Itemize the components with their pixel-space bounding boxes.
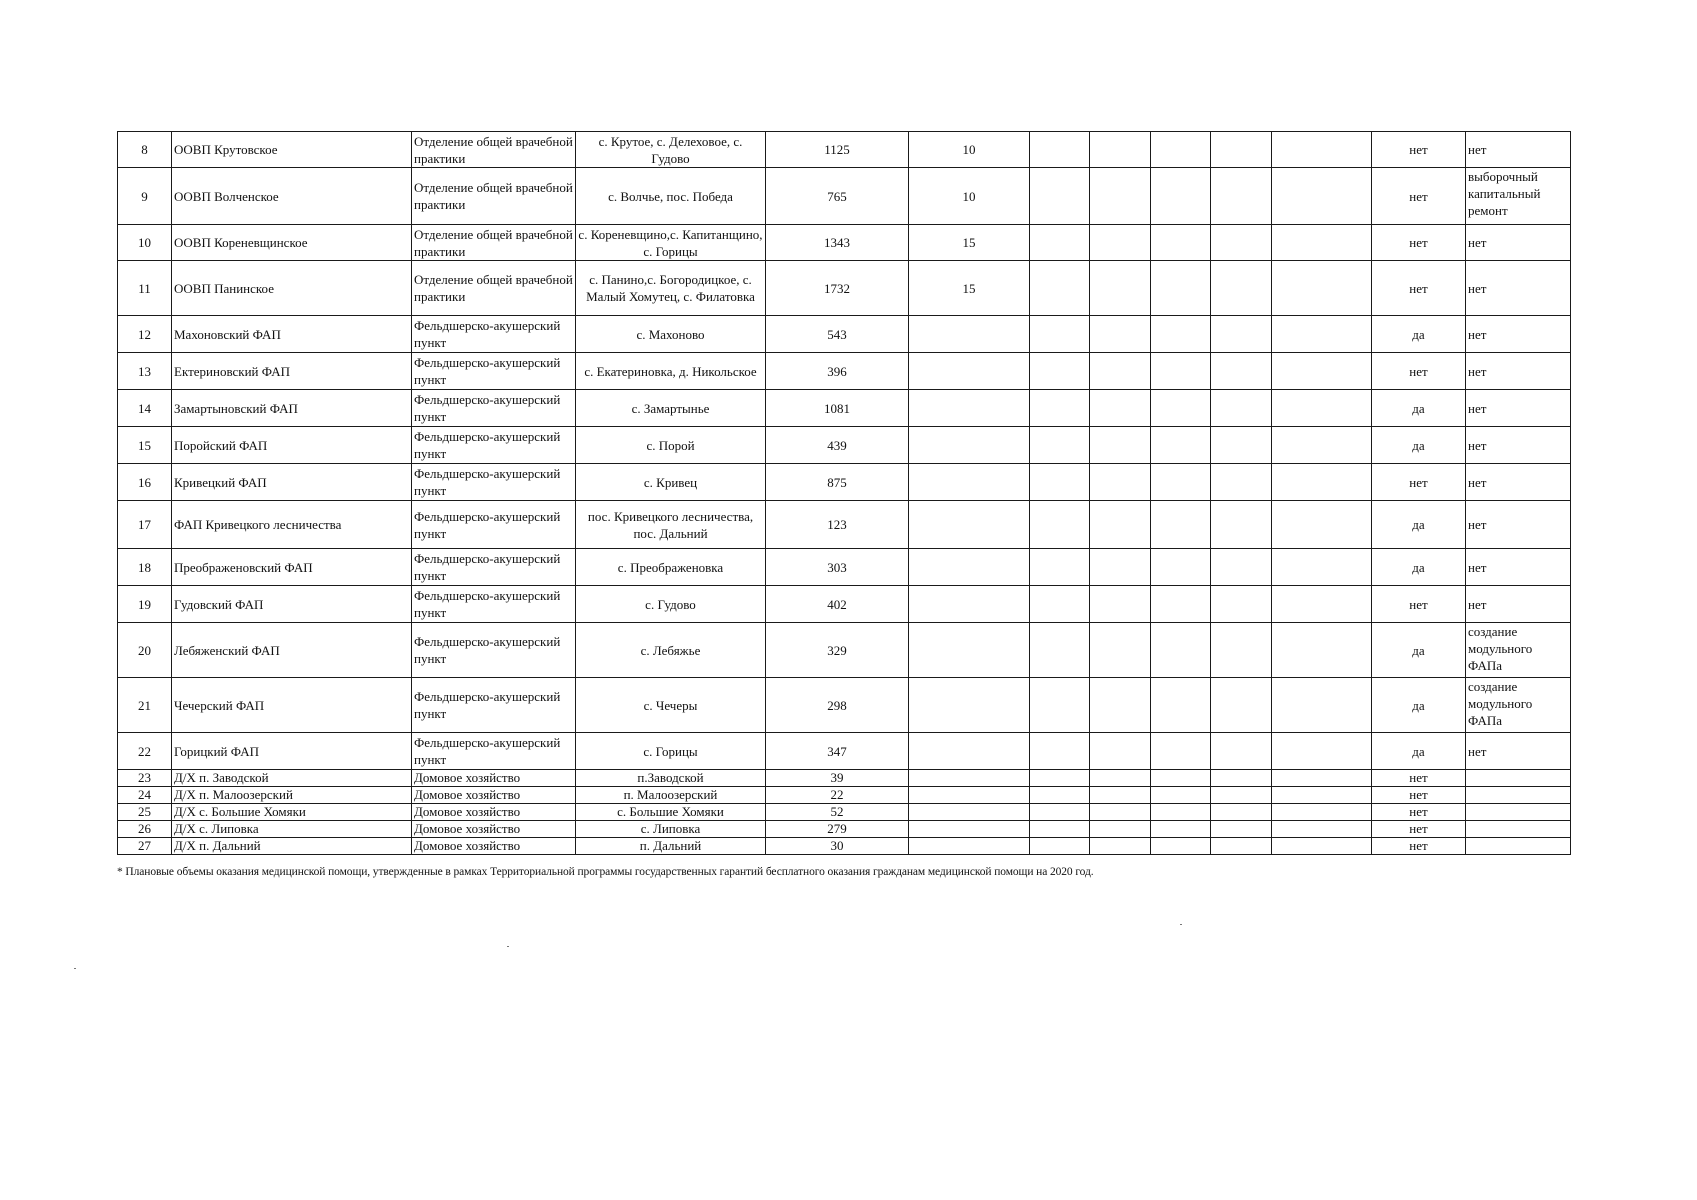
table-row (118, 733, 1571, 770)
empty-cell (1090, 316, 1151, 353)
empty-cell (1030, 464, 1090, 501)
value-cell: 10 (909, 168, 1030, 225)
value-cell: 15 (909, 225, 1030, 261)
empty-cell (1030, 132, 1090, 168)
empty-cell (1272, 586, 1372, 623)
population-cell: 1732 (766, 261, 909, 316)
value-cell (909, 787, 1030, 804)
table-row (118, 390, 1571, 427)
facility-type-cell: Фельдшерско-акушерский пункт (412, 501, 576, 549)
facility-name-cell: Замартыновский ФАП (172, 390, 412, 427)
empty-cell (1030, 390, 1090, 427)
empty-cell (1090, 586, 1151, 623)
facility-type-cell: Фельдшерско-акушерский пункт (412, 353, 576, 390)
row-number-cell: 20 (118, 623, 172, 678)
empty-cell (1030, 733, 1090, 770)
served-area-cell: с. Екатериновка, д. Никольское (576, 353, 766, 390)
empty-cell (1090, 427, 1151, 464)
plan-cell (1466, 770, 1571, 787)
facility-type-cell: Фельдшерско-акушерский пункт (412, 316, 576, 353)
empty-cell (1211, 678, 1272, 733)
empty-cell (1211, 390, 1272, 427)
empty-cell (1272, 390, 1372, 427)
empty-cell (1151, 390, 1211, 427)
facility-name-cell: Ектериновский ФАП (172, 353, 412, 390)
status-cell: да (1372, 623, 1466, 678)
population-cell: 303 (766, 549, 909, 586)
empty-cell (1211, 353, 1272, 390)
empty-cell (1090, 770, 1151, 787)
empty-cell (1090, 353, 1151, 390)
empty-cell (1030, 225, 1090, 261)
empty-cell (1030, 804, 1090, 821)
empty-cell (1151, 821, 1211, 838)
served-area-cell: п. Малоозерский (576, 787, 766, 804)
served-area-cell: с. Горицы (576, 733, 766, 770)
facility-type-cell: Домовое хозяйство (412, 770, 576, 787)
empty-cell (1090, 464, 1151, 501)
table-row (118, 427, 1571, 464)
value-cell (909, 427, 1030, 464)
row-number-cell: 14 (118, 390, 172, 427)
served-area-cell: пос. Кривецкого лесничества, пос. Дальний (576, 501, 766, 549)
empty-cell (1272, 316, 1372, 353)
facility-name-cell: Кривецкий ФАП (172, 464, 412, 501)
row-number-cell: 24 (118, 787, 172, 804)
empty-cell (1030, 316, 1090, 353)
empty-cell (1272, 464, 1372, 501)
facility-type-cell: Отделение общей врачебной практики (412, 225, 576, 261)
value-cell (909, 390, 1030, 427)
facility-name-cell: Д/Х п. Заводской (172, 770, 412, 787)
served-area-cell: с. Крутое, с. Делеховое, с. Гудово (576, 132, 766, 168)
empty-cell (1211, 787, 1272, 804)
row-number-cell: 11 (118, 261, 172, 316)
facility-type-cell: Фельдшерско-акушерский пункт (412, 549, 576, 586)
empty-cell (1151, 623, 1211, 678)
empty-cell (1272, 261, 1372, 316)
table-body (118, 132, 1571, 855)
empty-cell (1272, 168, 1372, 225)
facility-name-cell: Д/Х п. Малоозерский (172, 787, 412, 804)
table-row (118, 678, 1571, 733)
empty-cell (1151, 549, 1211, 586)
empty-cell (1030, 549, 1090, 586)
value-cell (909, 838, 1030, 855)
empty-cell (1090, 501, 1151, 549)
status-cell: нет (1372, 586, 1466, 623)
facility-name-cell: Преображеновский ФАП (172, 549, 412, 586)
empty-cell (1151, 838, 1211, 855)
status-cell: нет (1372, 225, 1466, 261)
facility-type-cell: Домовое хозяйство (412, 838, 576, 855)
empty-cell (1090, 390, 1151, 427)
scan-speck (507, 946, 509, 947)
empty-cell (1211, 427, 1272, 464)
row-number-cell: 19 (118, 586, 172, 623)
table-row (118, 821, 1571, 838)
plan-cell: нет (1466, 549, 1571, 586)
plan-cell (1466, 804, 1571, 821)
facility-type-cell: Домовое хозяйство (412, 787, 576, 804)
population-cell: 279 (766, 821, 909, 838)
row-number-cell: 15 (118, 427, 172, 464)
facility-type-cell: Фельдшерско-акушерский пункт (412, 427, 576, 464)
value-cell (909, 586, 1030, 623)
population-cell: 347 (766, 733, 909, 770)
value-cell (909, 316, 1030, 353)
empty-cell (1090, 821, 1151, 838)
served-area-cell: с. Махоново (576, 316, 766, 353)
row-number-cell: 25 (118, 804, 172, 821)
table-row (118, 353, 1571, 390)
empty-cell (1151, 770, 1211, 787)
population-cell: 1081 (766, 390, 909, 427)
facility-name-cell: Поройский ФАП (172, 427, 412, 464)
population-cell: 52 (766, 804, 909, 821)
served-area-cell: п.Заводской (576, 770, 766, 787)
plan-cell: создание модульного ФАПа (1466, 623, 1571, 678)
empty-cell (1030, 770, 1090, 787)
served-area-cell: с. Большие Хомяки (576, 804, 766, 821)
empty-cell (1151, 316, 1211, 353)
table-row (118, 787, 1571, 804)
served-area-cell: с. Чечеры (576, 678, 766, 733)
empty-cell (1151, 427, 1211, 464)
plan-cell: нет (1466, 225, 1571, 261)
value-cell (909, 464, 1030, 501)
value-cell (909, 678, 1030, 733)
facilities-table (117, 131, 1571, 855)
empty-cell (1272, 838, 1372, 855)
status-cell: да (1372, 501, 1466, 549)
population-cell: 765 (766, 168, 909, 225)
plan-cell: нет (1466, 261, 1571, 316)
facility-name-cell: Горицкий ФАП (172, 733, 412, 770)
empty-cell (1151, 501, 1211, 549)
row-number-cell: 27 (118, 838, 172, 855)
row-number-cell: 18 (118, 549, 172, 586)
row-number-cell: 26 (118, 821, 172, 838)
facility-name-cell: Лебяженский ФАП (172, 623, 412, 678)
empty-cell (1272, 821, 1372, 838)
empty-cell (1211, 132, 1272, 168)
empty-cell (1211, 733, 1272, 770)
population-cell: 22 (766, 787, 909, 804)
facility-name-cell: Гудовский ФАП (172, 586, 412, 623)
plan-cell: нет (1466, 316, 1571, 353)
served-area-cell: с. Замартынье (576, 390, 766, 427)
row-number-cell: 12 (118, 316, 172, 353)
empty-cell (1211, 821, 1272, 838)
empty-cell (1090, 261, 1151, 316)
status-cell: да (1372, 427, 1466, 464)
empty-cell (1151, 464, 1211, 501)
empty-cell (1211, 586, 1272, 623)
plan-cell: нет (1466, 427, 1571, 464)
served-area-cell: с. Липовка (576, 821, 766, 838)
empty-cell (1272, 549, 1372, 586)
empty-cell (1151, 168, 1211, 225)
facility-type-cell: Фельдшерско-акушерский пункт (412, 733, 576, 770)
empty-cell (1272, 132, 1372, 168)
row-number-cell: 17 (118, 501, 172, 549)
scan-speck (74, 968, 76, 969)
plan-cell (1466, 821, 1571, 838)
facility-type-cell: Домовое хозяйство (412, 804, 576, 821)
value-cell (909, 821, 1030, 838)
empty-cell (1030, 678, 1090, 733)
empty-cell (1030, 427, 1090, 464)
row-number-cell: 22 (118, 733, 172, 770)
row-number-cell: 8 (118, 132, 172, 168)
empty-cell (1090, 804, 1151, 821)
table-row (118, 838, 1571, 855)
facility-name-cell: Д/Х с. Большие Хомяки (172, 804, 412, 821)
scan-speck (1180, 924, 1182, 925)
plan-cell (1466, 838, 1571, 855)
plan-cell: нет (1466, 464, 1571, 501)
row-number-cell: 13 (118, 353, 172, 390)
population-cell: 298 (766, 678, 909, 733)
served-area-cell: с. Кореневщино,с. Капитанщино, с. Горицы (576, 225, 766, 261)
value-cell: 10 (909, 132, 1030, 168)
table-row (118, 804, 1571, 821)
status-cell: нет (1372, 261, 1466, 316)
status-cell: нет (1372, 464, 1466, 501)
empty-cell (1151, 586, 1211, 623)
status-cell: да (1372, 678, 1466, 733)
plan-cell: создание модульного ФАПа (1466, 678, 1571, 733)
facility-type-cell: Фельдшерско-акушерский пункт (412, 586, 576, 623)
empty-cell (1151, 225, 1211, 261)
facility-type-cell: Отделение общей врачебной практики (412, 168, 576, 225)
plan-cell (1466, 787, 1571, 804)
empty-cell (1211, 464, 1272, 501)
empty-cell (1272, 733, 1372, 770)
row-number-cell: 16 (118, 464, 172, 501)
value-cell (909, 353, 1030, 390)
empty-cell (1211, 549, 1272, 586)
empty-cell (1151, 804, 1211, 821)
empty-cell (1151, 678, 1211, 733)
empty-cell (1211, 261, 1272, 316)
empty-cell (1151, 261, 1211, 316)
table-row (118, 132, 1571, 168)
empty-cell (1211, 770, 1272, 787)
plan-cell: выборочный капитальный ремонт (1466, 168, 1571, 225)
served-area-cell: с. Волчье, пос. Победа (576, 168, 766, 225)
population-cell: 39 (766, 770, 909, 787)
table-row (118, 225, 1571, 261)
empty-cell (1030, 623, 1090, 678)
served-area-cell: с. Преображеновка (576, 549, 766, 586)
value-cell (909, 804, 1030, 821)
empty-cell (1272, 225, 1372, 261)
plan-cell: нет (1466, 586, 1571, 623)
population-cell: 402 (766, 586, 909, 623)
facility-type-cell: Фельдшерско-акушерский пункт (412, 390, 576, 427)
table-row (118, 168, 1571, 225)
empty-cell (1030, 586, 1090, 623)
status-cell: нет (1372, 821, 1466, 838)
empty-cell (1151, 733, 1211, 770)
empty-cell (1090, 787, 1151, 804)
status-cell: нет (1372, 132, 1466, 168)
facility-name-cell: Д/Х п. Дальний (172, 838, 412, 855)
table-row (118, 586, 1571, 623)
facility-name-cell: ООВП Панинское (172, 261, 412, 316)
empty-cell (1151, 132, 1211, 168)
served-area-cell: с. Кривец (576, 464, 766, 501)
empty-cell (1090, 733, 1151, 770)
value-cell (909, 549, 1030, 586)
empty-cell (1030, 787, 1090, 804)
served-area-cell: п. Дальний (576, 838, 766, 855)
plan-cell: нет (1466, 501, 1571, 549)
status-cell: да (1372, 316, 1466, 353)
population-cell: 30 (766, 838, 909, 855)
empty-cell (1272, 353, 1372, 390)
table-row (118, 501, 1571, 549)
table-row (118, 464, 1571, 501)
population-cell: 329 (766, 623, 909, 678)
empty-cell (1211, 225, 1272, 261)
facility-type-cell: Отделение общей врачебной практики (412, 261, 576, 316)
population-cell: 543 (766, 316, 909, 353)
plan-cell: нет (1466, 733, 1571, 770)
empty-cell (1030, 261, 1090, 316)
population-cell: 439 (766, 427, 909, 464)
empty-cell (1030, 838, 1090, 855)
status-cell: нет (1372, 168, 1466, 225)
status-cell: нет (1372, 787, 1466, 804)
facility-name-cell: Чечерский ФАП (172, 678, 412, 733)
empty-cell (1211, 501, 1272, 549)
population-cell: 123 (766, 501, 909, 549)
empty-cell (1272, 623, 1372, 678)
population-cell: 875 (766, 464, 909, 501)
empty-cell (1272, 804, 1372, 821)
empty-cell (1090, 678, 1151, 733)
row-number-cell: 10 (118, 225, 172, 261)
empty-cell (1272, 501, 1372, 549)
status-cell: нет (1372, 770, 1466, 787)
empty-cell (1211, 804, 1272, 821)
value-cell (909, 501, 1030, 549)
facility-name-cell: ФАП Кривецкого лесничества (172, 501, 412, 549)
facility-name-cell: ООВП Крутовское (172, 132, 412, 168)
empty-cell (1090, 132, 1151, 168)
empty-cell (1272, 770, 1372, 787)
status-cell: да (1372, 549, 1466, 586)
empty-cell (1272, 787, 1372, 804)
empty-cell (1090, 549, 1151, 586)
status-cell: нет (1372, 804, 1466, 821)
empty-cell (1090, 225, 1151, 261)
table-row (118, 623, 1571, 678)
value-cell: 15 (909, 261, 1030, 316)
facility-name-cell: Махоновский ФАП (172, 316, 412, 353)
table-row (118, 316, 1571, 353)
empty-cell (1272, 678, 1372, 733)
empty-cell (1211, 316, 1272, 353)
data-table-sheet (117, 131, 1571, 855)
empty-cell (1030, 168, 1090, 225)
plan-cell: нет (1466, 353, 1571, 390)
value-cell (909, 770, 1030, 787)
empty-cell (1090, 838, 1151, 855)
row-number-cell: 21 (118, 678, 172, 733)
population-cell: 1343 (766, 225, 909, 261)
row-number-cell: 23 (118, 770, 172, 787)
empty-cell (1030, 353, 1090, 390)
served-area-cell: с. Панино,с. Богородицкое, с. Малый Хомутец, с. Филатовка (576, 261, 766, 316)
empty-cell (1151, 353, 1211, 390)
facility-name-cell: Д/Х с. Липовка (172, 821, 412, 838)
population-cell: 396 (766, 353, 909, 390)
empty-cell (1030, 821, 1090, 838)
table-row (118, 549, 1571, 586)
served-area-cell: с. Порой (576, 427, 766, 464)
served-area-cell: с. Лебяжье (576, 623, 766, 678)
status-cell: нет (1372, 838, 1466, 855)
empty-cell (1211, 838, 1272, 855)
empty-cell (1030, 501, 1090, 549)
population-cell: 1125 (766, 132, 909, 168)
plan-cell: нет (1466, 390, 1571, 427)
status-cell: нет (1372, 353, 1466, 390)
value-cell (909, 623, 1030, 678)
row-number-cell: 9 (118, 168, 172, 225)
table-row (118, 261, 1571, 316)
plan-cell: нет (1466, 132, 1571, 168)
status-cell: да (1372, 733, 1466, 770)
footnote: * Плановые объемы оказания медицинской помощи, утвержденные в рамках Территориальной программы государственных гарантий бесплатного оказания гражданам медицинской помощи на 2020 год. (117, 866, 1094, 878)
facility-type-cell: Фельдшерско-акушерский пункт (412, 678, 576, 733)
facility-type-cell: Фельдшерско-акушерский пункт (412, 623, 576, 678)
table-row (118, 770, 1571, 787)
status-cell: да (1372, 390, 1466, 427)
facility-type-cell: Домовое хозяйство (412, 821, 576, 838)
facility-type-cell: Фельдшерско-акушерский пункт (412, 464, 576, 501)
empty-cell (1211, 623, 1272, 678)
facility-name-cell: ООВП Кореневщинское (172, 225, 412, 261)
empty-cell (1211, 168, 1272, 225)
value-cell (909, 733, 1030, 770)
empty-cell (1090, 623, 1151, 678)
facility-type-cell: Отделение общей врачебной практики (412, 132, 576, 168)
empty-cell (1151, 787, 1211, 804)
empty-cell (1090, 168, 1151, 225)
empty-cell (1272, 427, 1372, 464)
facility-name-cell: ООВП Волченское (172, 168, 412, 225)
served-area-cell: с. Гудово (576, 586, 766, 623)
